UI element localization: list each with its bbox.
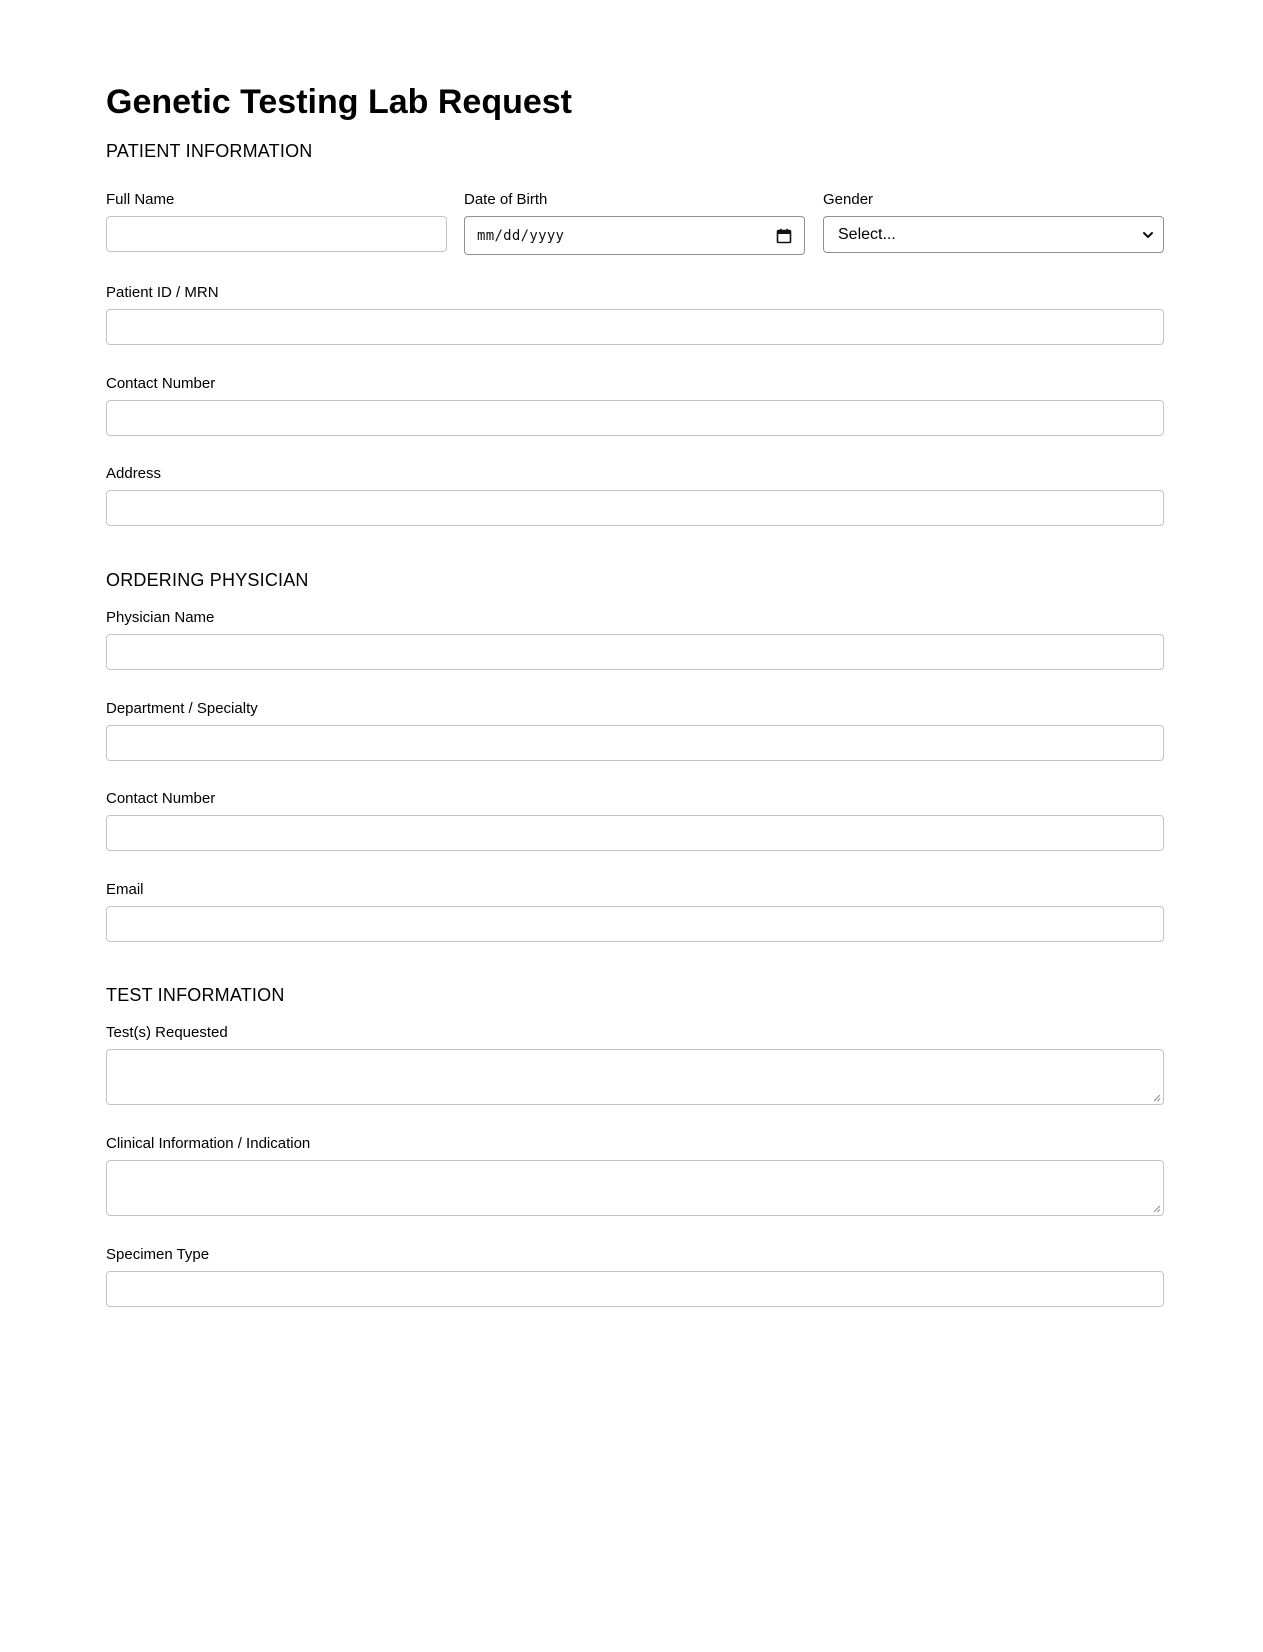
clinical-info-label: Clinical Information / Indication xyxy=(106,1135,311,1152)
specimen-type-input[interactable] xyxy=(106,1271,1164,1307)
resize-handle-icon[interactable] xyxy=(1152,1204,1161,1213)
tests-requested-label: Test(s) Requested xyxy=(106,1024,228,1041)
gender-selected-value: Select... xyxy=(838,225,896,243)
physician-contact-number-input[interactable] xyxy=(106,815,1164,851)
full-name-input[interactable] xyxy=(106,216,447,252)
section-heading-test: TEST INFORMATION xyxy=(106,985,285,1005)
tests-requested-textarea[interactable] xyxy=(106,1049,1164,1105)
clinical-info-textarea[interactable] xyxy=(106,1160,1164,1216)
gender-select[interactable] xyxy=(823,216,1164,253)
section-heading-patient: PATIENT INFORMATION xyxy=(106,141,313,161)
calendar-icon[interactable] xyxy=(776,228,792,244)
page-title: Genetic Testing Lab Request xyxy=(106,83,573,121)
physician-contact-number-label: Contact Number xyxy=(106,790,216,807)
chevron-down-icon xyxy=(1142,229,1154,241)
email-label: Email xyxy=(106,881,144,898)
date-of-birth-label: Date of Birth xyxy=(464,191,548,208)
department-label: Department / Specialty xyxy=(106,700,258,717)
date-of-birth-placeholder: mm/dd/yyyy xyxy=(477,227,565,244)
date-of-birth-input[interactable] xyxy=(464,216,805,255)
specimen-type-label: Specimen Type xyxy=(106,1246,210,1263)
email-input[interactable] xyxy=(106,906,1164,942)
gender-label: Gender xyxy=(823,191,874,208)
address-input[interactable] xyxy=(106,490,1164,526)
patient-contact-number-label: Contact Number xyxy=(106,375,216,392)
department-input[interactable] xyxy=(106,725,1164,761)
address-label: Address xyxy=(106,465,162,482)
patient-id-label: Patient ID / MRN xyxy=(106,284,219,301)
patient-contact-number-input[interactable] xyxy=(106,400,1164,436)
full-name-label: Full Name xyxy=(106,191,175,208)
resize-handle-icon[interactable] xyxy=(1152,1093,1161,1102)
section-heading-physician: ORDERING PHYSICIAN xyxy=(106,570,309,590)
physician-name-input[interactable] xyxy=(106,634,1164,670)
patient-id-input[interactable] xyxy=(106,309,1164,345)
physician-name-label: Physician Name xyxy=(106,609,215,626)
